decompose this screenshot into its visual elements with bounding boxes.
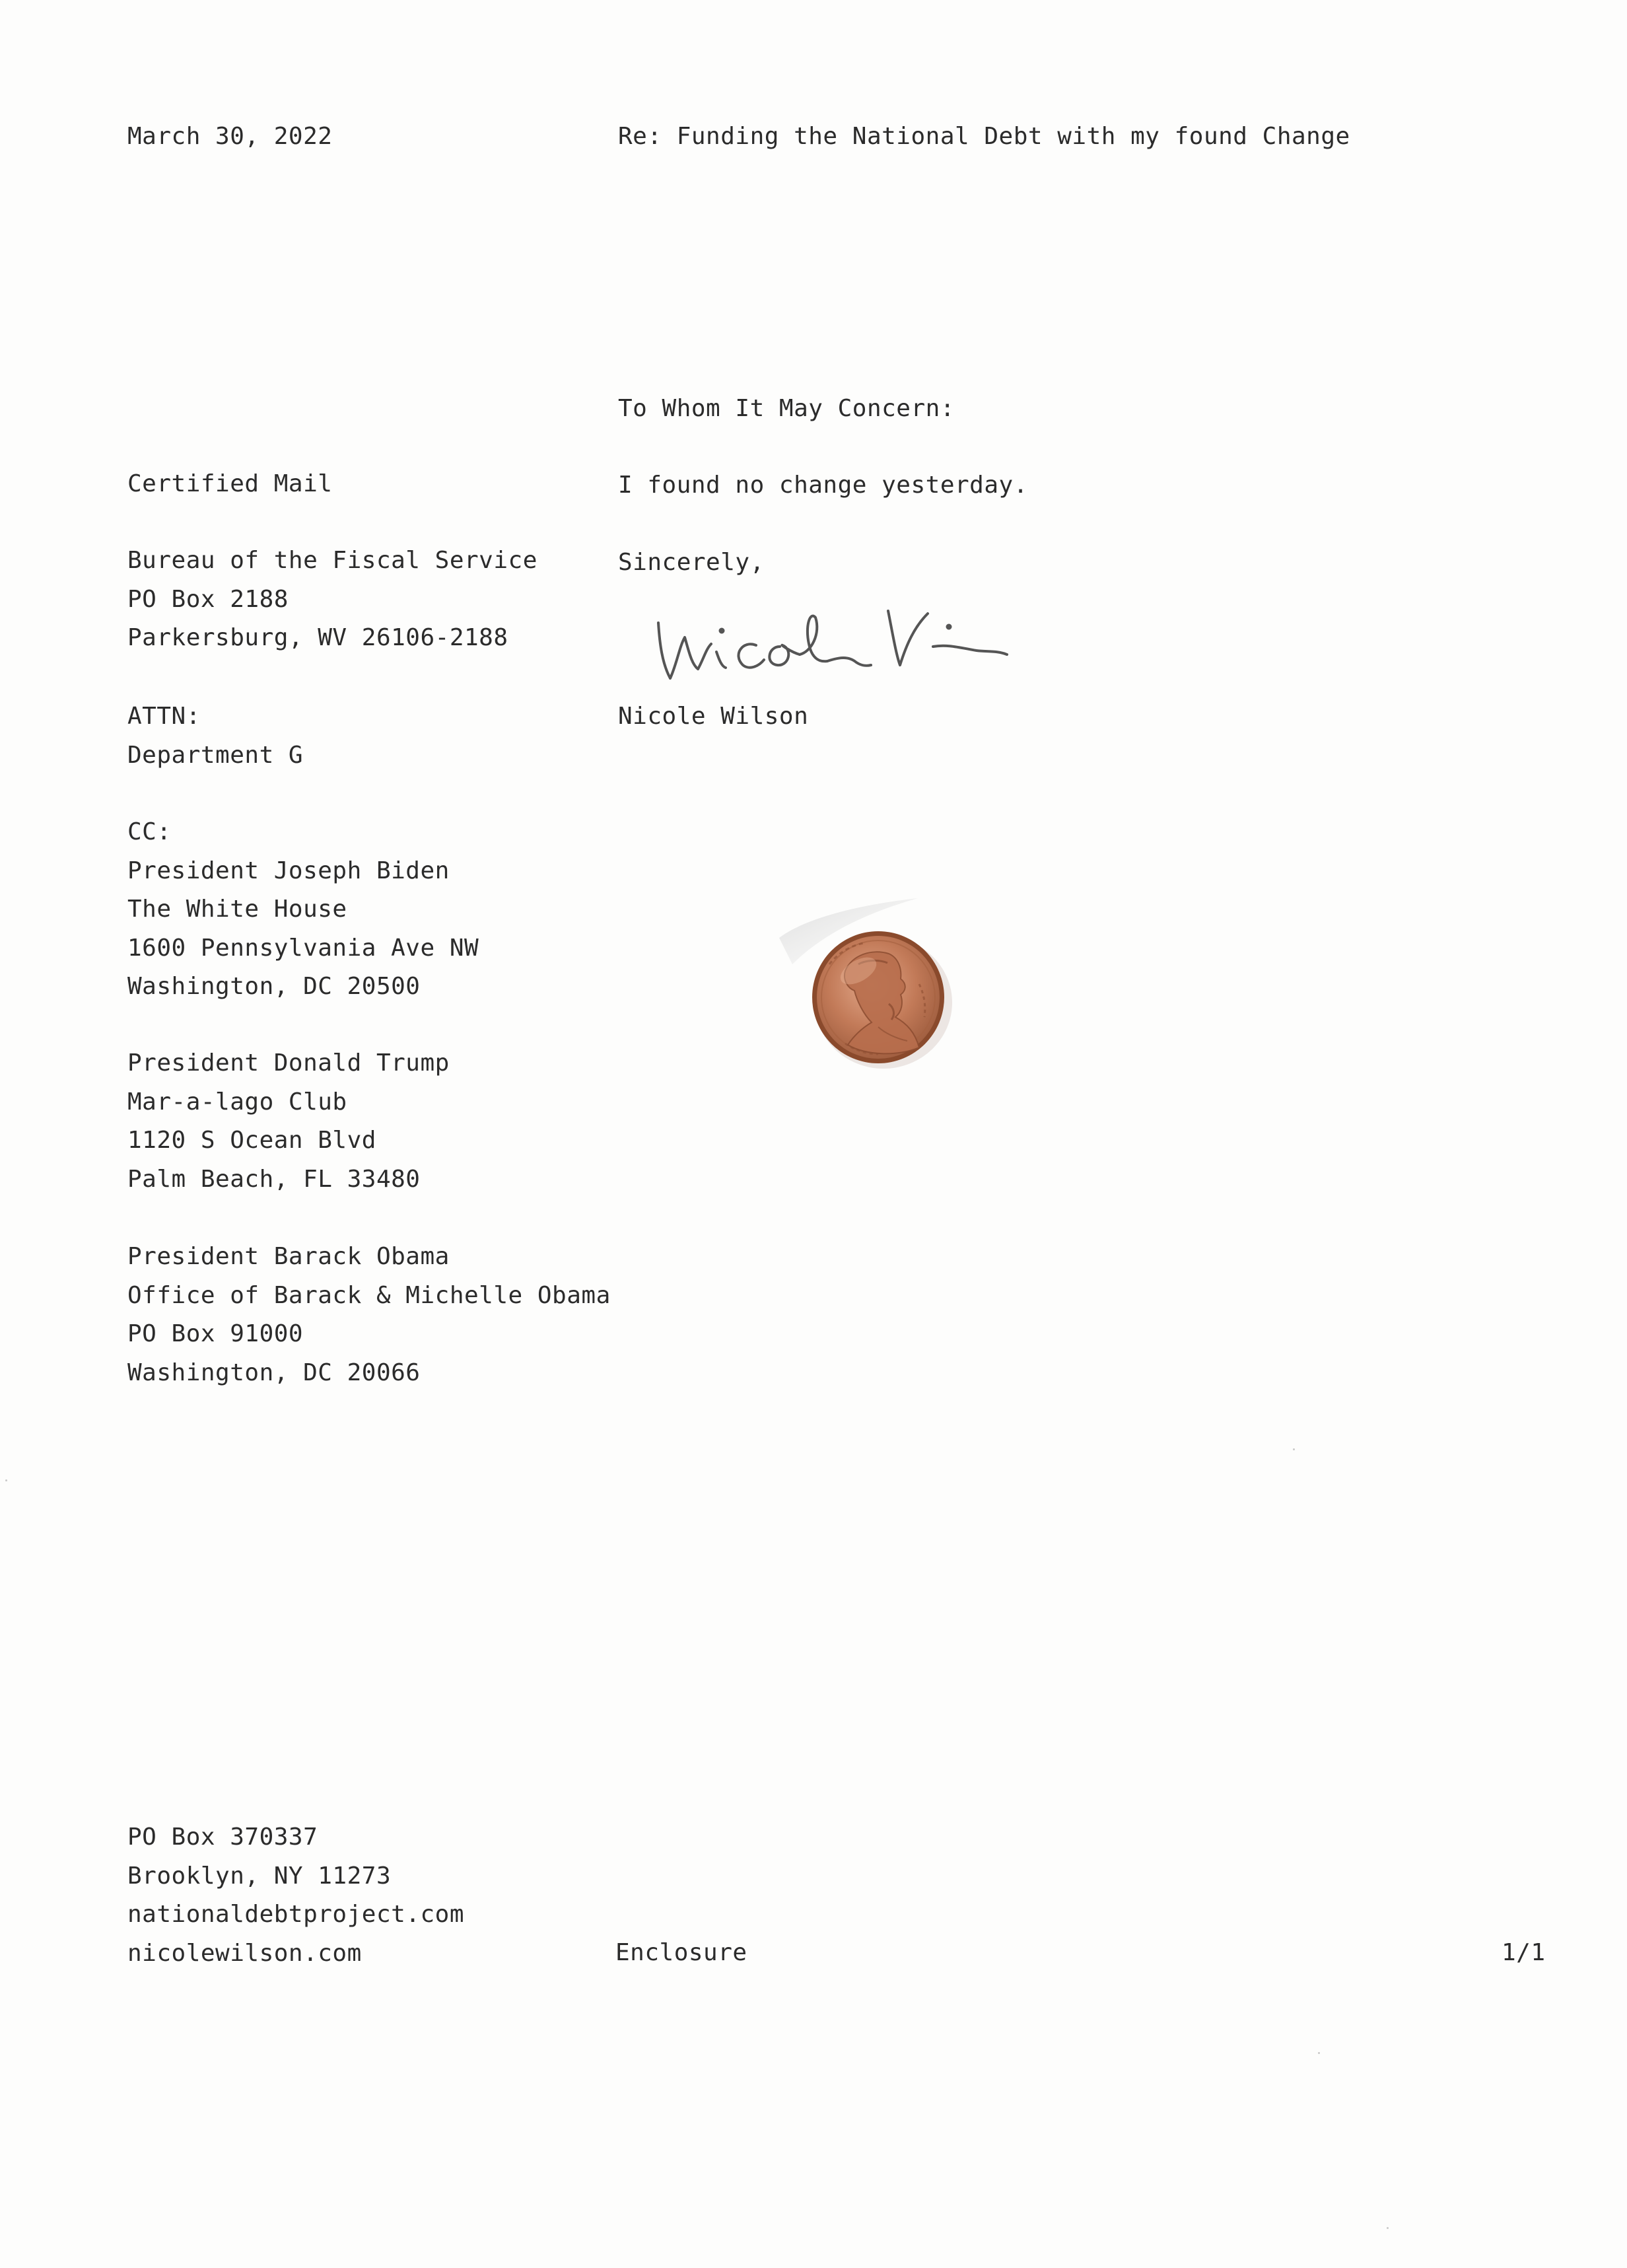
attn-value: Department G [127,741,304,769]
sender-line: Brooklyn, NY 11273 [127,1862,392,1890]
scan-speck [1387,2227,1389,2229]
sender-address [127,1818,464,1973]
cc-line: Washington, DC 20066 [127,1359,421,1386]
attn-label: ATTN: [127,703,201,730]
mailing-method: Certified Mail [127,470,333,497]
cc-block [127,813,479,1007]
cc-line: President Joseph Biden [127,857,450,884]
cc-recipient-2 [127,1044,450,1199]
closing: Sincerely, [618,549,765,576]
cc-line: The White House [127,896,347,923]
recipient-address [127,542,537,658]
cc-line: 1120 S Ocean Blvd [127,1127,376,1154]
recipient-line: Bureau of the Fiscal Service [127,547,537,574]
cc-line: President Barack Obama [127,1243,450,1270]
letter-subject: Re: Funding the National Debt with my found Change [618,123,1350,150]
cc-line: President Donald Trump [127,1049,450,1077]
cc-line: Washington, DC 20500 [127,973,421,1000]
letter-date: March 30, 2022 [127,123,333,150]
salutation: To Whom It May Concern: [618,395,955,422]
sender-line: nicolewilson.com [127,1939,362,1967]
scan-speck [5,1479,7,1481]
cc-line: Mar-a-lago Club [127,1088,347,1116]
cc-line: Office of Barack & Michelle Obama [127,1281,611,1309]
scan-speck [1293,1448,1295,1450]
recipient-line: Parkersburg, WV 26106-2188 [127,624,508,651]
cc-line: PO Box 91000 [127,1320,304,1347]
scan-speck [1318,2052,1320,2054]
handwritten-signature [650,591,1020,690]
enclosure-label: Enclosure [615,1939,747,1966]
cc-line: Palm Beach, FL 33480 [127,1165,421,1193]
sender-line: nationaldebtproject.com [127,1901,464,1928]
page-number: 1/1 [1502,1939,1546,1966]
sender-line: PO Box 370337 [127,1824,318,1851]
penny-coin-image [766,892,990,1090]
letter-body: I found no change yesterday. [618,472,1028,499]
cc-line: 1600 Pennsylvania Ave NW [127,934,479,962]
attn-block [127,697,303,775]
cc-recipient-3 [127,1238,611,1392]
signer-name: Nicole Wilson [618,703,809,730]
recipient-line: PO Box 2188 [127,585,289,613]
cc-label: CC: [127,818,172,845]
